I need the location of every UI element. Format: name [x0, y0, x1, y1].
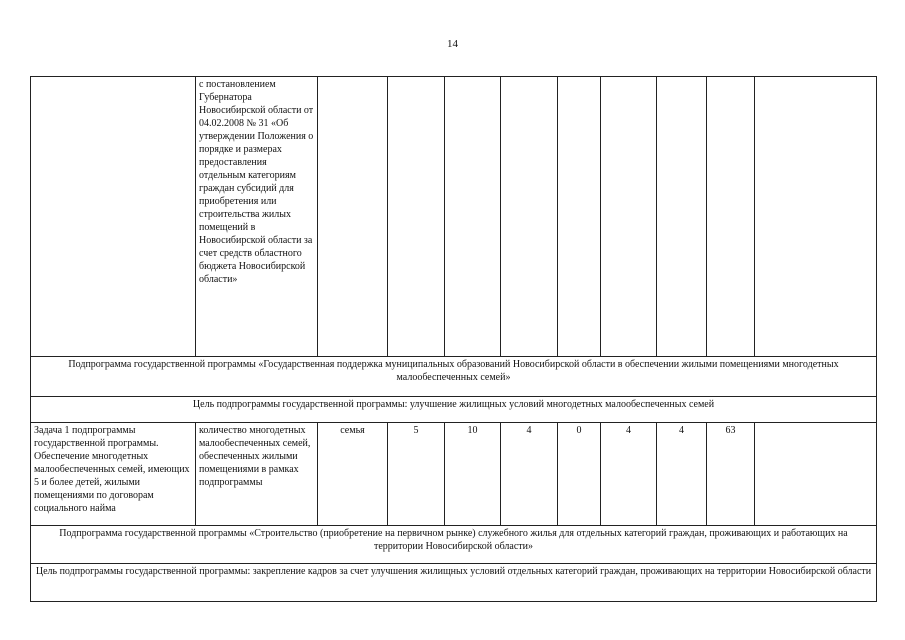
value-cell: 10	[445, 423, 501, 526]
value-cell-empty	[445, 77, 501, 357]
subprogram-goal: Цель подпрограммы государственной программы: улучшение жилищных условий многодетных малообеспеченных семей	[31, 397, 877, 423]
task-row	[31, 423, 877, 526]
value-cell: 4	[657, 423, 707, 526]
subprogram-goal-row	[31, 397, 877, 423]
value-cell: 5	[388, 423, 445, 526]
value-cell: 4	[501, 423, 558, 526]
subprogram-title-row	[31, 526, 877, 564]
value-cell-empty	[501, 77, 558, 357]
note-cell-empty	[755, 77, 877, 357]
value-cell: 63	[707, 423, 755, 526]
value-cell-empty	[707, 77, 755, 357]
subprogram-title: Подпрограмма государственной программы «Государственная поддержка муниципальных образований Новосибирской области в обеспечении жилыми помещениями многодетных малообеспеченных семей»	[31, 357, 877, 397]
task-cell: Задача 1 подпрограммы государственной программы. Обеспечение многодетных малообеспеченных семей, имеющих 5 и более детей, жилыми помещениями по договорам социального найма	[31, 423, 196, 526]
page-number: 14	[447, 38, 458, 50]
subprogram-goal: Цель подпрограммы государственной программы: закрепление кадров за счет улучшения жилищных условий отдельных категорий граждан, проживающих на территории Новосибирской области	[31, 564, 877, 602]
subprogram-goal-row	[31, 564, 877, 602]
continuation-row	[31, 77, 877, 357]
value-cell-empty	[558, 77, 601, 357]
unit-cell: семья	[318, 423, 388, 526]
value-cell-empty	[601, 77, 657, 357]
unit-cell-empty	[318, 77, 388, 357]
value-cell: 0	[558, 423, 601, 526]
task-cell-empty	[31, 77, 196, 357]
indicator-cell: количество многодетных малообеспеченных семей, обеспеченных жилыми помещениями в рамках подпрограммы	[196, 423, 318, 526]
subprogram-title: Подпрограмма государственной программы «Строительство (приобретение на первичном рынке) служебного жилья для отдельных категорий граждан, проживающих и работающих на территории Новосибирской области»	[31, 526, 877, 564]
subprogram-title-row	[31, 357, 877, 397]
indicators-table	[30, 76, 877, 602]
indicator-cell: с постановлением Губернатора Новосибирской области от 04.02.2008 № 31 «Об утверждении Положения о порядке и размерах предоставления отдельным категориям граждан субсидий для приобретения или строительства жилых помещений в Новосибирской области за счет средств областного бюджета Новосибирской области»	[196, 77, 318, 357]
value-cell: 4	[601, 423, 657, 526]
value-cell-empty	[657, 77, 707, 357]
value-cell-empty	[388, 77, 445, 357]
note-cell	[755, 423, 877, 526]
